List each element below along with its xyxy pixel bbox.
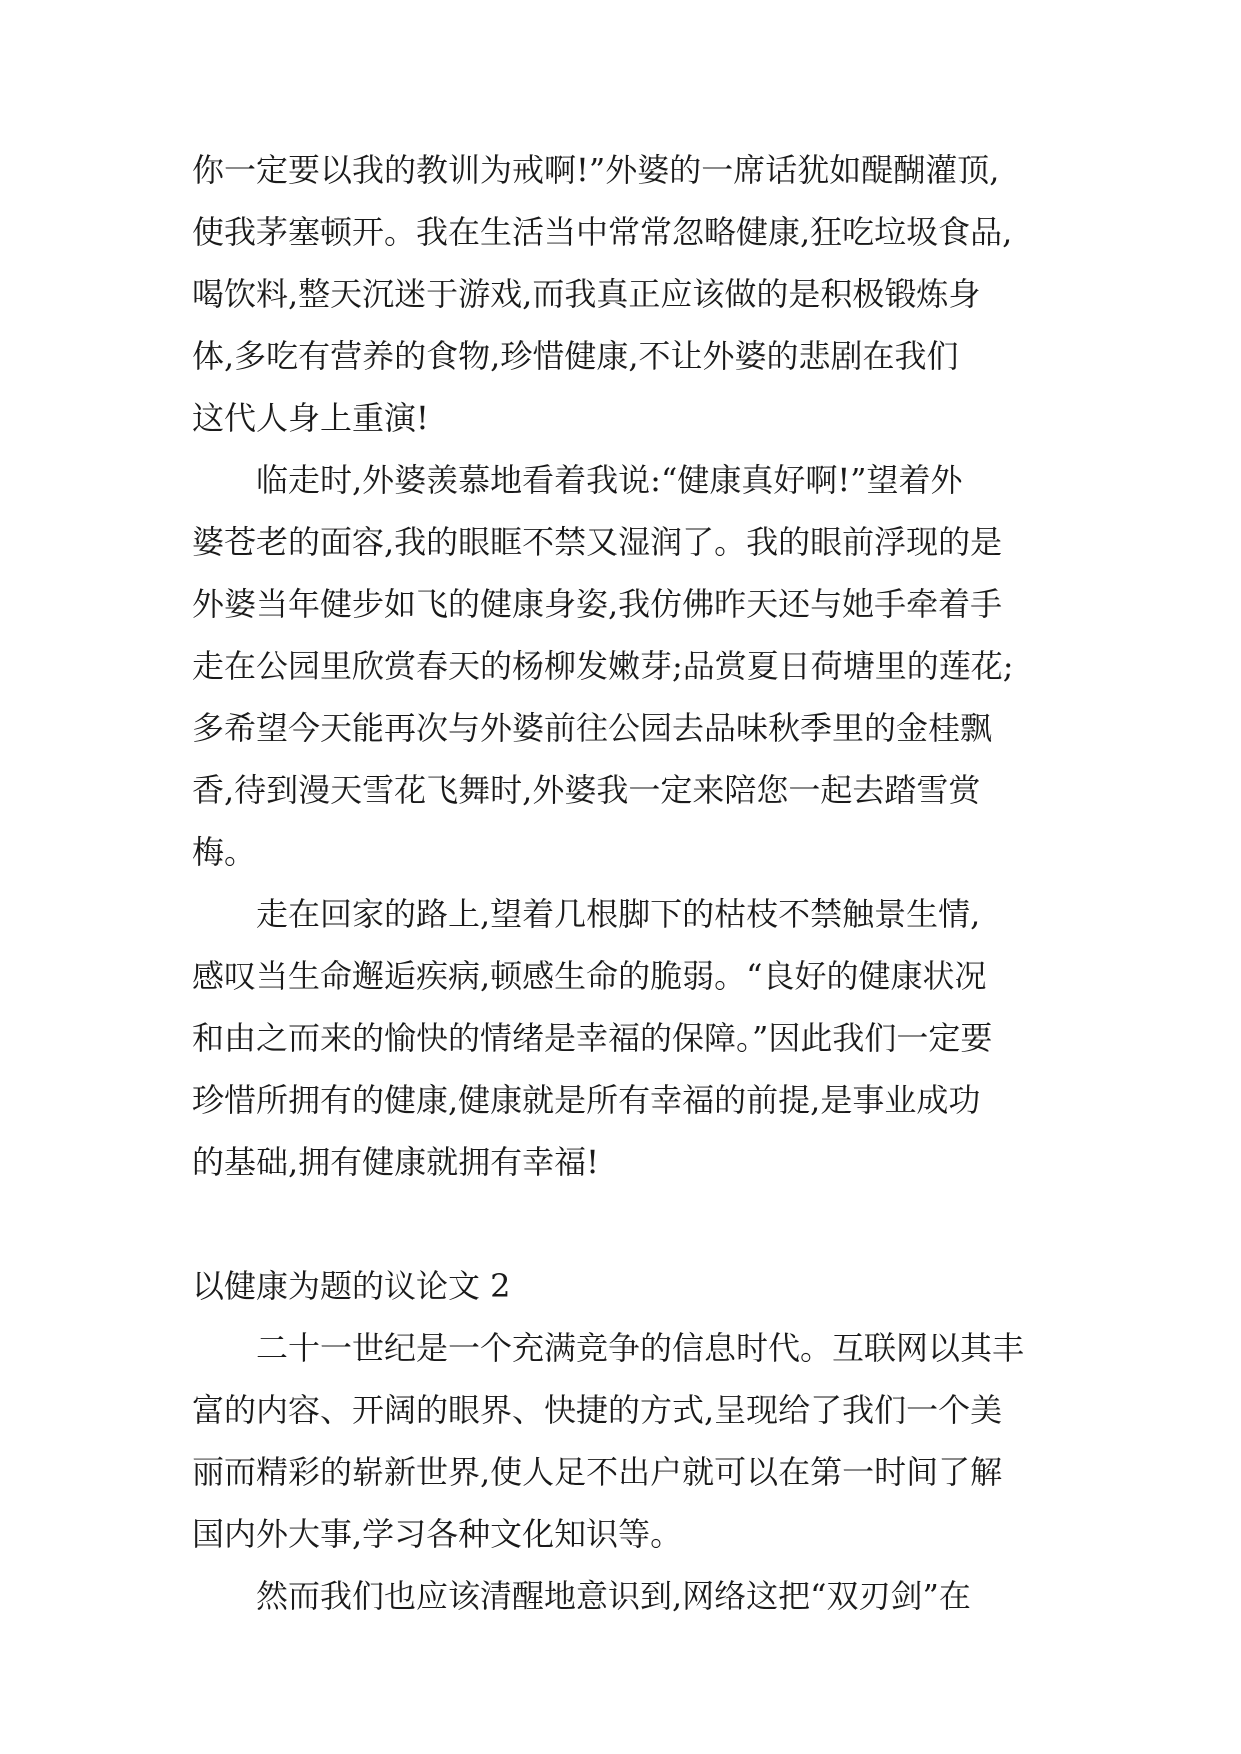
text-line: 富的内容、开阔的眼界、快捷的方式,呈现给了我们一个美 xyxy=(192,1391,1003,1429)
text-line: 临走时,外婆羡慕地看着我说:“健康真好啊!”望着外 xyxy=(192,461,963,499)
text-line: 香,待到漫天雪花飞舞时,外婆我一定来陪您一起去踏雪赏 xyxy=(192,771,981,809)
paragraph-2 xyxy=(192,449,1052,883)
text-line: 喝饮料,整天沉迷于游戏,而我真正应该做的是积极锻炼身 xyxy=(192,275,981,313)
text-line: 国内外大事,学习各种文化知识等。 xyxy=(192,1515,683,1553)
paragraph-1 xyxy=(192,139,1052,449)
text-line: 外婆当年健步如飞的健康身姿,我仿佛昨天还与她手牵着手 xyxy=(192,585,1003,623)
text-line: 你一定要以我的教训为戒啊!”外婆的一席话犹如醍醐灌顶, xyxy=(192,151,1000,189)
paragraph-4 xyxy=(192,1317,1052,1565)
paragraph-5 xyxy=(192,1565,1052,1627)
text-line: 感叹当生命邂逅疾病,顿感生命的脆弱。“良好的健康状况 xyxy=(192,957,987,995)
document-body xyxy=(192,139,1052,1627)
text-line: 然而我们也应该清醒地意识到,网络这把“双刃剑”在 xyxy=(192,1577,971,1615)
paragraph-gap xyxy=(192,1193,1052,1255)
text-line: 走在公园里欣赏春天的杨柳发嫩芽;品赏夏日荷塘里的莲花; xyxy=(192,647,1014,685)
text-line: 这代人身上重演! xyxy=(192,399,429,437)
text-line: 的基础,拥有健康就拥有幸福! xyxy=(192,1143,600,1181)
text-line: 梅。 xyxy=(192,833,257,871)
text-line: 二十一世纪是一个充满竞争的信息时代。互联网以其丰 xyxy=(192,1329,1025,1367)
text-line: 丽而精彩的崭新世界,使人足不出户就可以在第一时间了解 xyxy=(192,1453,1003,1491)
text-line: 走在回家的路上,望着几根脚下的枯枝不禁触景生情, xyxy=(192,895,981,933)
text-line: 使我茅塞顿开。我在生活当中常常忽略健康,狂吃垃圾食品, xyxy=(192,213,1013,251)
text-line: 婆苍老的面容,我的眼眶不禁又湿润了。我的眼前浮现的是 xyxy=(192,523,1003,561)
text-line: 体,多吃有营养的食物,珍惜健康,不让外婆的悲剧在我们 xyxy=(192,337,959,375)
text-line: 和由之而来的愉快的情绪是幸福的保障。”因此我们一定要 xyxy=(192,1019,993,1057)
text-line: 珍惜所拥有的健康,健康就是所有幸福的前提,是事业成功 xyxy=(192,1081,981,1119)
section-heading: 以健康为题的议论文 2 xyxy=(192,1267,511,1305)
text-line: 多希望今天能再次与外婆前往公园去品味秋季里的金桂飘 xyxy=(192,709,993,747)
paragraph-3 xyxy=(192,883,1052,1193)
